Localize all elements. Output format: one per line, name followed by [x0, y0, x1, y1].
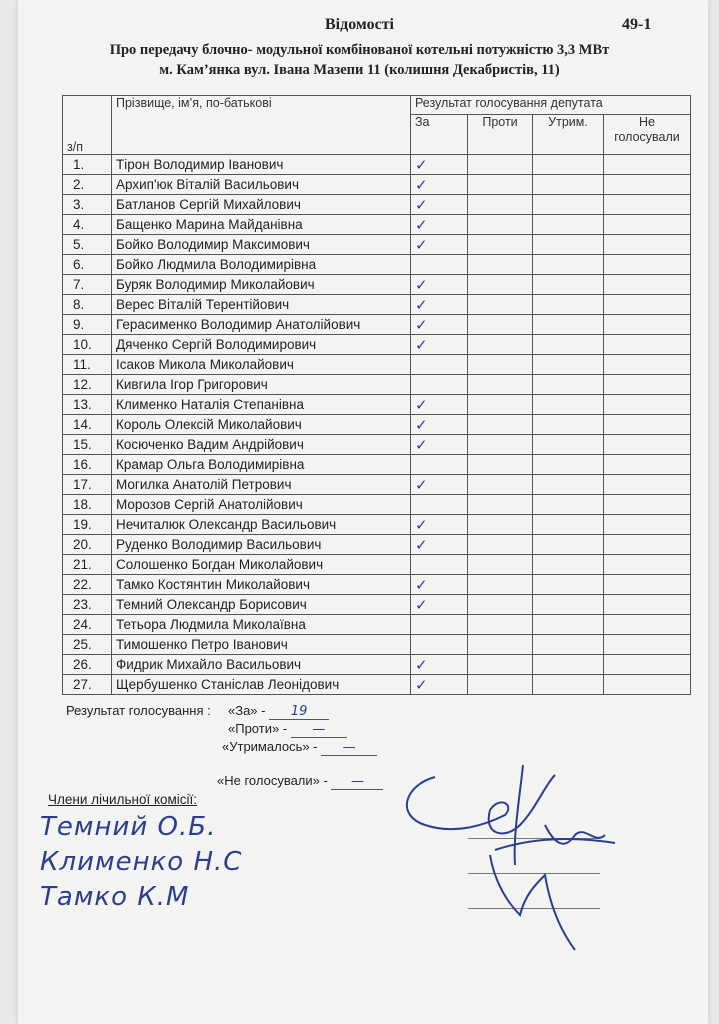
vote-utrym-cell: [533, 395, 604, 415]
checkmark-icon: ✓: [415, 655, 428, 674]
vote-za-cell: [411, 175, 468, 195]
row-name: Тірон Володимир Іванович: [112, 155, 411, 175]
document-title: Відомості: [325, 16, 394, 33]
row-number: 7.: [63, 275, 112, 295]
row-number: 24.: [63, 615, 112, 635]
row-name: Морозов Сергій Анатолійович: [112, 495, 411, 515]
vote-ne-cell: [604, 235, 691, 255]
commission-member-1: Темний О.Б.: [40, 812, 217, 842]
table-row: [63, 595, 691, 615]
commission-label: Члени лічильної комісії:: [48, 792, 198, 807]
header-name: Прізвище, ім’я, по-батькові: [112, 96, 411, 155]
table-row: [63, 415, 691, 435]
summary-proty-label: «Проти» -: [228, 721, 288, 736]
row-name: Нечиталюк Олександр Васильович: [112, 515, 411, 535]
vote-ne-cell: [604, 335, 691, 355]
vote-utrym-cell: [533, 555, 604, 575]
checkmark-icon: ✓: [415, 195, 428, 214]
vote-utrym-cell: [533, 475, 604, 495]
row-name: Крамар Ольга Володимирівна: [112, 455, 411, 475]
summary-utrym-value: —: [321, 740, 377, 756]
checkmark-icon: ✓: [415, 235, 428, 254]
vote-za-cell: [411, 335, 468, 355]
vote-utrym-cell: [533, 315, 604, 335]
summary-ne-value: —: [331, 774, 383, 790]
row-number: 8.: [63, 295, 112, 315]
vote-proty-cell: [468, 295, 533, 315]
header-proty: Проти: [468, 115, 533, 155]
vote-proty-cell: [468, 175, 533, 195]
vote-proty-cell: [468, 155, 533, 175]
vote-proty-cell: [468, 215, 533, 235]
checkmark-icon: ✓: [415, 295, 428, 314]
table-row: [63, 315, 691, 335]
row-number: 27.: [63, 675, 112, 695]
checkmark-icon: ✓: [415, 575, 428, 594]
header-result: Результат голосування депутата: [411, 96, 691, 115]
vote-za-cell: [411, 375, 468, 395]
row-number: 20.: [63, 535, 112, 555]
table-row: [63, 375, 691, 395]
vote-proty-cell: [468, 495, 533, 515]
vote-za-cell: [411, 155, 468, 175]
vote-proty-cell: [468, 415, 533, 435]
header-ne: Не голосували: [604, 115, 691, 155]
row-number: 14.: [63, 415, 112, 435]
document-number: 49-1: [622, 16, 652, 33]
row-name: Дяченко Сергій Володимирович: [112, 335, 411, 355]
row-number: 9.: [63, 315, 112, 335]
vote-proty-cell: [468, 575, 533, 595]
vote-ne-cell: [604, 595, 691, 615]
vote-utrym-cell: [533, 415, 604, 435]
vote-ne-cell: [604, 255, 691, 275]
vote-proty-cell: [468, 395, 533, 415]
vote-ne-cell: [604, 495, 691, 515]
table-row: [63, 395, 691, 415]
row-name: Могилка Анатолій Петрович: [112, 475, 411, 495]
table-row: [63, 515, 691, 535]
row-number: 22.: [63, 575, 112, 595]
checkmark-icon: ✓: [415, 415, 428, 434]
row-number: 10.: [63, 335, 112, 355]
row-name: Буряк Володимир Миколайович: [112, 275, 411, 295]
checkmark-icon: ✓: [415, 515, 428, 534]
vote-za-cell: [411, 355, 468, 375]
vote-za-cell: [411, 635, 468, 655]
vote-ne-cell: [604, 295, 691, 315]
table-row: [63, 495, 691, 515]
row-number: 18.: [63, 495, 112, 515]
table-row: [63, 675, 691, 695]
vote-za-cell: [411, 615, 468, 635]
table-row: [63, 215, 691, 235]
row-number: 15.: [63, 435, 112, 455]
row-name: Клименко Наталія Степанівна: [112, 395, 411, 415]
summary-proty-value: —: [291, 722, 347, 738]
row-number: 2.: [63, 175, 112, 195]
row-name: Верес Віталій Терентійович: [112, 295, 411, 315]
vote-proty-cell: [468, 595, 533, 615]
vote-utrym-cell: [533, 295, 604, 315]
table-row: [63, 575, 691, 595]
vote-ne-cell: [604, 315, 691, 335]
vote-utrym-cell: [533, 515, 604, 535]
vote-utrym-cell: [533, 235, 604, 255]
row-name: Бащенко Марина Майданівна: [112, 215, 411, 235]
row-number: 1.: [63, 155, 112, 175]
checkmark-icon: ✓: [415, 175, 428, 194]
table-row: [63, 435, 691, 455]
vote-proty-cell: [468, 195, 533, 215]
row-number: 5.: [63, 235, 112, 255]
vote-za-cell: [411, 675, 468, 695]
vote-ne-cell: [604, 615, 691, 635]
vote-utrym-cell: [533, 255, 604, 275]
row-name: Тетьора Людмила Миколаївна: [112, 615, 411, 635]
vote-za-cell: [411, 315, 468, 335]
document-subtitle-line2: м. Кам’янка вул. Івана Мазепи 11 (колишня Декабристів, 11): [159, 62, 560, 78]
row-number: 12.: [63, 375, 112, 395]
vote-utrym-cell: [533, 535, 604, 555]
header-number: з/п: [63, 96, 112, 155]
vote-za-cell: [411, 295, 468, 315]
vote-ne-cell: [604, 555, 691, 575]
vote-proty-cell: [468, 435, 533, 455]
vote-utrym-cell: [533, 575, 604, 595]
row-number: 16.: [63, 455, 112, 475]
row-number: 3.: [63, 195, 112, 215]
row-number: 17.: [63, 475, 112, 495]
vote-utrym-cell: [533, 635, 604, 655]
vote-za-cell: [411, 575, 468, 595]
row-number: 25.: [63, 635, 112, 655]
vote-proty-cell: [468, 475, 533, 495]
vote-ne-cell: [604, 395, 691, 415]
commission-member-3: Тамко К.М: [40, 882, 190, 912]
vote-za-cell: [411, 555, 468, 575]
row-name: Ісаков Микола Миколайович: [112, 355, 411, 375]
vote-utrym-cell: [533, 655, 604, 675]
vote-utrym-cell: [533, 435, 604, 455]
table-row: [63, 535, 691, 555]
row-name: Герасименко Володимир Анатолійович: [112, 315, 411, 335]
vote-utrym-cell: [533, 455, 604, 475]
table-row: [63, 615, 691, 635]
row-name: Тимошенко Петро Іванович: [112, 635, 411, 655]
vote-proty-cell: [468, 375, 533, 395]
table-row: [63, 355, 691, 375]
vote-proty-cell: [468, 255, 533, 275]
row-number: 21.: [63, 555, 112, 575]
row-number: 11.: [63, 355, 112, 375]
row-name: Тамко Костянтин Миколайович: [112, 575, 411, 595]
vote-ne-cell: [604, 475, 691, 495]
vote-utrym-cell: [533, 335, 604, 355]
vote-za-cell: [411, 215, 468, 235]
vote-proty-cell: [468, 555, 533, 575]
row-name: Кивгила Ігор Григорович: [112, 375, 411, 395]
table-row: [63, 255, 691, 275]
row-name: Архип'юк Віталій Васильович: [112, 175, 411, 195]
vote-utrym-cell: [533, 155, 604, 175]
row-number: 23.: [63, 595, 112, 615]
row-name: Батланов Сергій Михайлович: [112, 195, 411, 215]
summary-ne-label: «Не голосували» -: [217, 773, 328, 788]
checkmark-icon: ✓: [415, 395, 428, 414]
row-name: Руденко Володимир Васильович: [112, 535, 411, 555]
table-row: [63, 475, 691, 495]
vote-ne-cell: [604, 515, 691, 535]
table-row: [63, 555, 691, 575]
summary-utrym: [222, 739, 377, 756]
row-number: 26.: [63, 655, 112, 675]
vote-ne-cell: [604, 175, 691, 195]
checkmark-icon: ✓: [415, 595, 428, 614]
checkmark-icon: ✓: [415, 535, 428, 554]
vote-utrym-cell: [533, 275, 604, 295]
checkmark-icon: ✓: [415, 315, 428, 334]
vote-proty-cell: [468, 355, 533, 375]
table-row: [63, 235, 691, 255]
table-row: [63, 635, 691, 655]
vote-za-cell: [411, 535, 468, 555]
summary-proty: [228, 721, 347, 738]
vote-ne-cell: [604, 435, 691, 455]
summary-za-value: 19: [269, 704, 329, 720]
vote-utrym-cell: [533, 175, 604, 195]
row-name: Король Олексій Миколайович: [112, 415, 411, 435]
vote-ne-cell: [604, 415, 691, 435]
vote-proty-cell: [468, 635, 533, 655]
table-row: [63, 175, 691, 195]
vote-utrym-cell: [533, 355, 604, 375]
row-name: Щербушенко Станіслав Леонідович: [112, 675, 411, 695]
checkmark-icon: ✓: [415, 435, 428, 454]
checkmark-icon: ✓: [415, 275, 428, 294]
table-row: [63, 655, 691, 675]
vote-utrym-cell: [533, 375, 604, 395]
vote-ne-cell: [604, 535, 691, 555]
vote-za-cell: [411, 195, 468, 215]
vote-proty-cell: [468, 615, 533, 635]
table-row: [63, 335, 691, 355]
commission-member-2: Клименко Н.С: [40, 847, 243, 877]
vote-za-cell: [411, 415, 468, 435]
vote-ne-cell: [604, 195, 691, 215]
checkmark-icon: ✓: [415, 475, 428, 494]
header-utrym: Утрим.: [533, 115, 604, 155]
row-number: 19.: [63, 515, 112, 535]
vote-za-cell: [411, 595, 468, 615]
table-row: [63, 455, 691, 475]
vote-za-cell: [411, 455, 468, 475]
checkmark-icon: ✓: [415, 675, 428, 694]
summary-ne: [217, 773, 383, 790]
vote-ne-cell: [604, 155, 691, 175]
vote-za-cell: [411, 395, 468, 415]
vote-za-cell: [411, 515, 468, 535]
vote-proty-cell: [468, 655, 533, 675]
checkmark-icon: ✓: [415, 335, 428, 354]
vote-ne-cell: [604, 655, 691, 675]
vote-proty-cell: [468, 275, 533, 295]
vote-proty-cell: [468, 675, 533, 695]
row-number: 13.: [63, 395, 112, 415]
voting-table: [62, 95, 691, 695]
handwritten-signature: [395, 755, 635, 955]
vote-utrym-cell: [533, 215, 604, 235]
vote-ne-cell: [604, 635, 691, 655]
summary-za: [228, 703, 329, 720]
checkmark-icon: ✓: [415, 215, 428, 234]
table-row: [63, 295, 691, 315]
vote-proty-cell: [468, 335, 533, 355]
checkmark-icon: ✓: [415, 155, 428, 174]
vote-za-cell: [411, 235, 468, 255]
vote-utrym-cell: [533, 195, 604, 215]
vote-ne-cell: [604, 575, 691, 595]
vote-za-cell: [411, 475, 468, 495]
vote-utrym-cell: [533, 675, 604, 695]
vote-za-cell: [411, 495, 468, 515]
row-name: Солошенко Богдан Миколайович: [112, 555, 411, 575]
vote-za-cell: [411, 435, 468, 455]
table-row: [63, 155, 691, 175]
vote-proty-cell: [468, 515, 533, 535]
row-name: Темний Олександр Борисович: [112, 595, 411, 615]
summary-za-label: «За» -: [228, 703, 266, 718]
vote-proty-cell: [468, 535, 533, 555]
vote-utrym-cell: [533, 615, 604, 635]
vote-utrym-cell: [533, 595, 604, 615]
vote-ne-cell: [604, 455, 691, 475]
row-name: Бойко Людмила Володимирівна: [112, 255, 411, 275]
row-name: Бойко Володимир Максимович: [112, 235, 411, 255]
row-name: Фидрик Михайло Васильович: [112, 655, 411, 675]
row-number: 6.: [63, 255, 112, 275]
summary-utrym-label: «Утрималось» -: [222, 739, 318, 754]
vote-proty-cell: [468, 315, 533, 335]
vote-ne-cell: [604, 215, 691, 235]
row-name: Косюченко Вадим Андрійович: [112, 435, 411, 455]
table-row: [63, 275, 691, 295]
vote-ne-cell: [604, 355, 691, 375]
row-number: 4.: [63, 215, 112, 235]
vote-proty-cell: [468, 455, 533, 475]
vote-ne-cell: [604, 375, 691, 395]
vote-proty-cell: [468, 235, 533, 255]
vote-ne-cell: [604, 275, 691, 295]
document-subtitle-line1: Про передачу блочно- модульної комбінованої котельні потужністю 3,3 МВт: [109, 42, 610, 58]
vote-za-cell: [411, 255, 468, 275]
header-za: За: [411, 115, 468, 155]
vote-za-cell: [411, 655, 468, 675]
table-row: [63, 195, 691, 215]
vote-utrym-cell: [533, 495, 604, 515]
vote-ne-cell: [604, 675, 691, 695]
vote-za-cell: [411, 275, 468, 295]
summary-label: Результат голосування :: [66, 703, 211, 718]
